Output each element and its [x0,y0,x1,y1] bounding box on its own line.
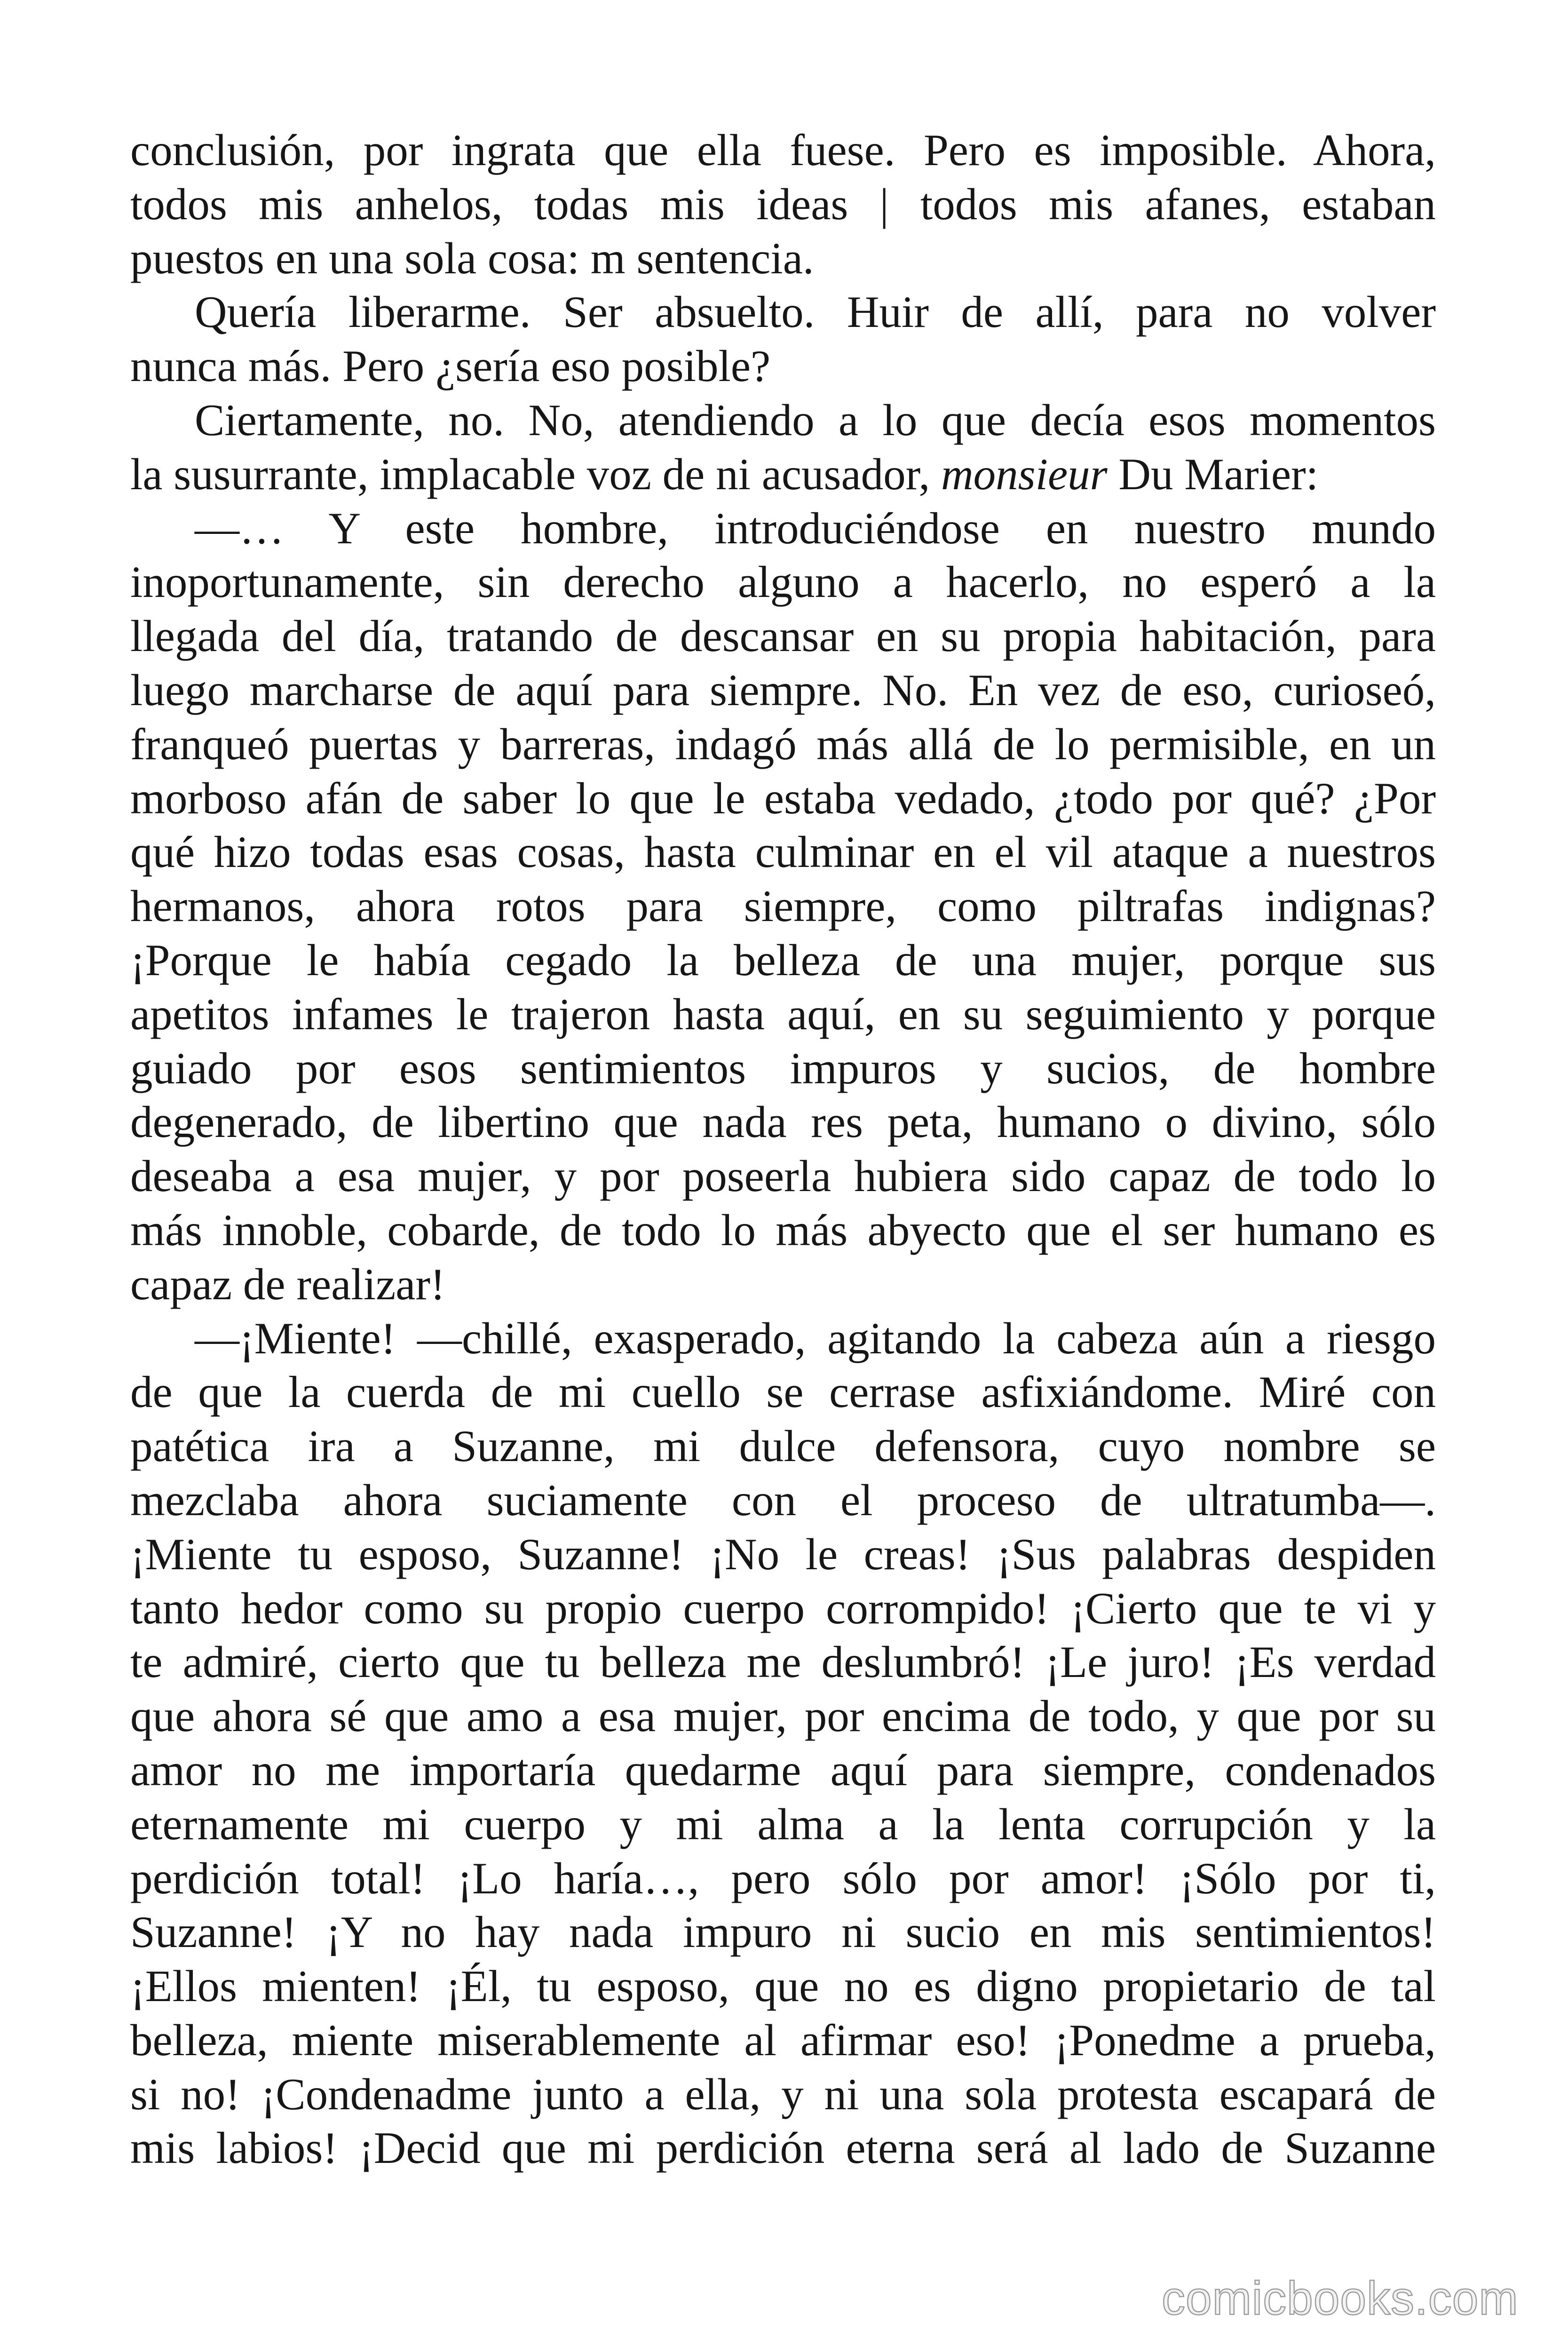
text-line: patética ira a Suzanne, mi dulce defensora, cuyo nombre se [130,1421,1436,1471]
text-line: perdición total! ¡Lo haría…, pero sólo por amor! ¡Sólo por ti, [130,1853,1436,1903]
paragraph [130,1311,1436,2176]
text-line: morboso afán de saber lo que le estaba vedado, ¿todo por qué? ¿Por [130,773,1436,823]
text-line: mis labios! ¡Decid que mi perdición eterna será al lado de Suzanne [130,2123,1436,2173]
text-line: hermanos, ahora rotos para siempre, como piltrafas indignas? [130,881,1436,931]
text-line: ¡Miente tu esposo, Suzanne! ¡No le creas! ¡Sus palabras despiden [130,1529,1436,1579]
text-line [130,447,1436,501]
italic-word: monsieur [941,449,1108,499]
text-line: llegada del día, tratando de descansar en su propia habitación, para [130,611,1436,661]
paragraph [130,285,1436,393]
text-line: Ciertamente, no. No, atendiendo a lo que decía esos momentos [195,395,1436,445]
text-line: de que la cuerda de mi cuello se cerrase asfixiándome. Miré con [130,1367,1436,1417]
text-line: franqueó puertas y barreras, indagó más allá de lo permisible, en un [130,719,1436,769]
text-line: capaz de realizar! [130,1259,445,1309]
text-line: si no! ¡Condenadme junto a ella, y ni una sola protesta escapará de [130,2069,1436,2119]
text-line: ¡Porque le había cegado la belleza de una mujer, porque sus [130,935,1436,985]
text-line: conclusión, por ingrata que ella fuese. Pero es imposible. Ahora, [130,125,1436,175]
text-line: eternamente mi cuerpo y mi alma a la lenta corrupción y la [130,1799,1436,1849]
text-segment: la susurrante, implacable voz de ni acusador, [130,449,942,499]
page-body [130,123,1436,2175]
text-line: —… Y este hombre, introduciéndose en nuestro mundo [195,503,1436,553]
text-line: que ahora sé que amo a esa mujer, por encima de todo, y que por su [130,1691,1436,1741]
text-line: Quería liberarme. Ser absuelto. Huir de allí, para no volver [195,287,1436,337]
text-line: apetitos infames le trajeron hasta aquí, en su seguimiento y porque [130,989,1436,1039]
paragraph [130,393,1436,501]
text-line: luego marcharse de aquí para siempre. No. En vez de eso, curioseó, [130,665,1436,715]
text-line: te admiré, cierto que tu belleza me deslumbró! ¡Le juro! ¡Es verdad [130,1637,1436,1687]
text-line: tanto hedor como su propio cuerpo corrompido! ¡Cierto que te vi y [130,1583,1436,1633]
text-line: ¡Ellos mienten! ¡Él, tu esposo, que no es digno propietario de tal [130,1961,1436,2011]
text-line: qué hizo todas esas cosas, hasta culminar en el vil ataque a nuestros [130,827,1436,877]
text-line: más innoble, cobarde, de todo lo más abyecto que el ser humano es [130,1205,1436,1255]
text-line: degenerado, de libertino que nada res peta, humano o divino, sólo [130,1097,1436,1147]
text-line: inoportunamente, sin derecho alguno a hacerlo, no esperó a la [130,557,1436,607]
text-line: nunca más. Pero ¿sería eso posible? [130,341,771,391]
text-line: deseaba a esa mujer, y por poseerla hubiera sido capaz de todo lo [130,1151,1436,1201]
paragraph [130,501,1436,1311]
text-line: belleza, miente miserablemente al afirmar eso! ¡Ponedme a prueba, [130,2015,1436,2065]
text-line: guiado por esos sentimientos impuros y sucios, de hombre [130,1043,1436,1093]
text-segment: Du Marier: [1107,449,1319,499]
text-line: todos mis anhelos, todas mis ideas | todos mis afanes, estaban [130,179,1436,229]
watermark: comicbooks.com [1162,2272,1519,2325]
text-line: mezclaba ahora suciamente con el proceso de ultratumba—. [130,1475,1436,1525]
text-line: —¡Miente! —chillé, exasperado, agitando la cabeza aún a riesgo [195,1313,1436,1363]
paragraph [130,123,1436,285]
text-line: Suzanne! ¡Y no hay nada impuro ni sucio en mis sentimientos! [130,1907,1436,1957]
text-line: amor no me importaría quedarme aquí para siempre, condenados [130,1745,1436,1795]
text-line: puestos en una sola cosa: m sentencia. [130,233,814,283]
